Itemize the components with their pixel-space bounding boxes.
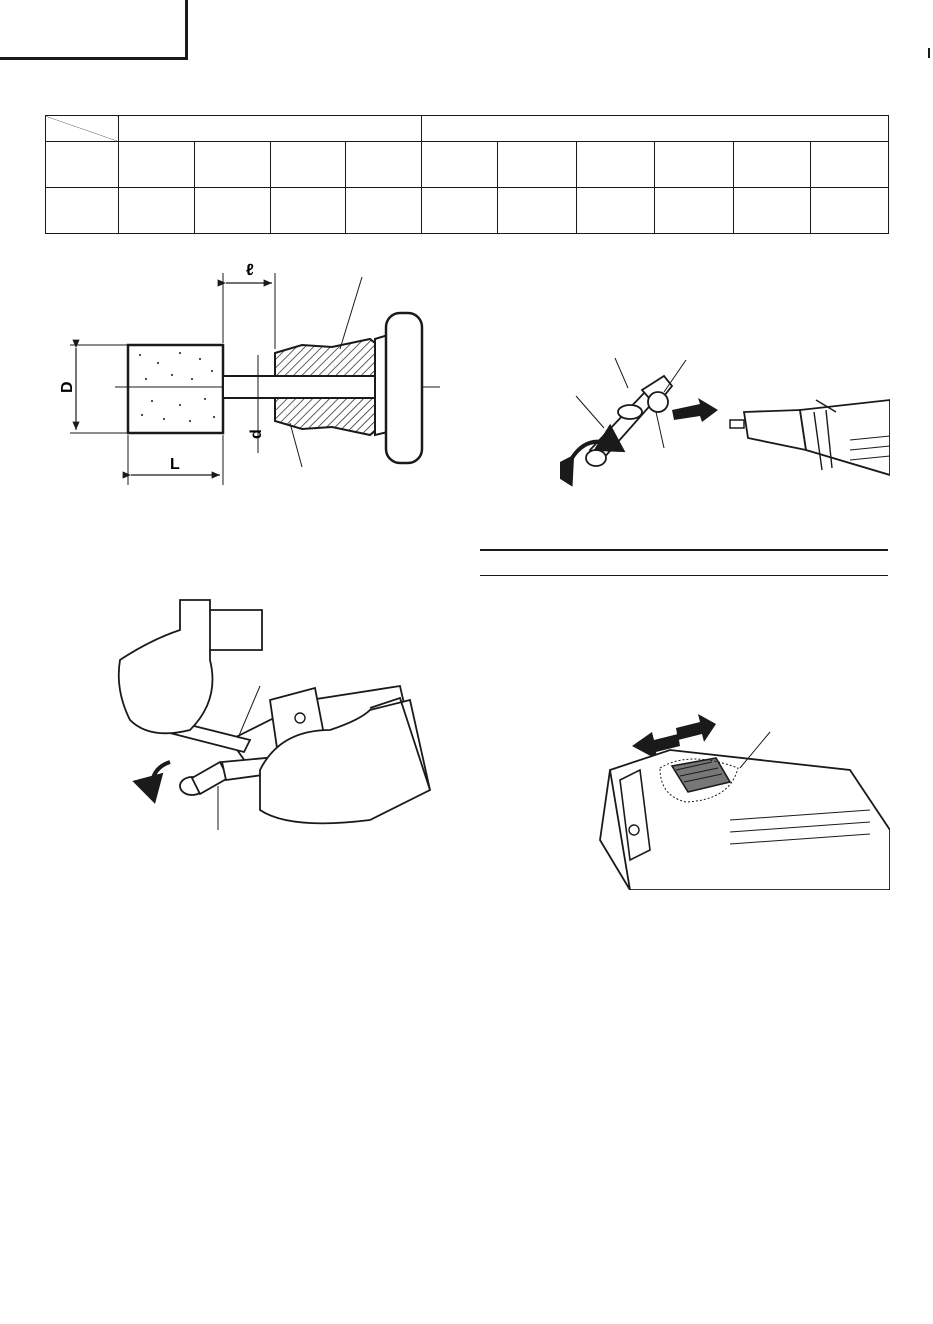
table-cell xyxy=(498,188,577,234)
wrench-hands-figure xyxy=(110,590,440,835)
table-row-label xyxy=(46,142,119,188)
table-cell xyxy=(119,188,195,234)
wheel-dimension-figure xyxy=(40,255,450,490)
label-shank: d xyxy=(248,429,265,439)
table-corner-cell xyxy=(46,116,119,142)
page-tab-box xyxy=(0,0,188,60)
table-cell xyxy=(655,142,734,188)
table-cell xyxy=(734,188,811,234)
table-cell xyxy=(577,188,655,234)
table-cell xyxy=(271,188,346,234)
table-cell xyxy=(811,142,889,188)
table-cell xyxy=(195,142,271,188)
table-header-group-1 xyxy=(119,116,422,142)
table-cell xyxy=(811,188,889,234)
table-cell xyxy=(195,188,271,234)
table-cell xyxy=(422,188,498,234)
table-row-label xyxy=(46,188,119,234)
label-diameter: D xyxy=(59,381,76,393)
table-cell xyxy=(271,142,346,188)
spec-table xyxy=(45,115,889,234)
table-cell xyxy=(346,142,422,188)
section-rule-bottom xyxy=(480,575,888,576)
table-cell xyxy=(422,142,498,188)
table-cell xyxy=(734,142,811,188)
table-cell xyxy=(119,142,195,188)
table-cell xyxy=(577,142,655,188)
switch-figure xyxy=(590,710,890,890)
table-cell xyxy=(655,188,734,234)
table-cell xyxy=(346,188,422,234)
table-header-group-2 xyxy=(422,116,889,142)
label-length: L xyxy=(170,456,180,473)
collet-removal-figure xyxy=(560,340,890,490)
corner-mark xyxy=(928,48,930,58)
table-cell xyxy=(498,142,577,188)
label-overhang: ℓ xyxy=(246,262,254,279)
section-rule-top xyxy=(480,549,888,551)
